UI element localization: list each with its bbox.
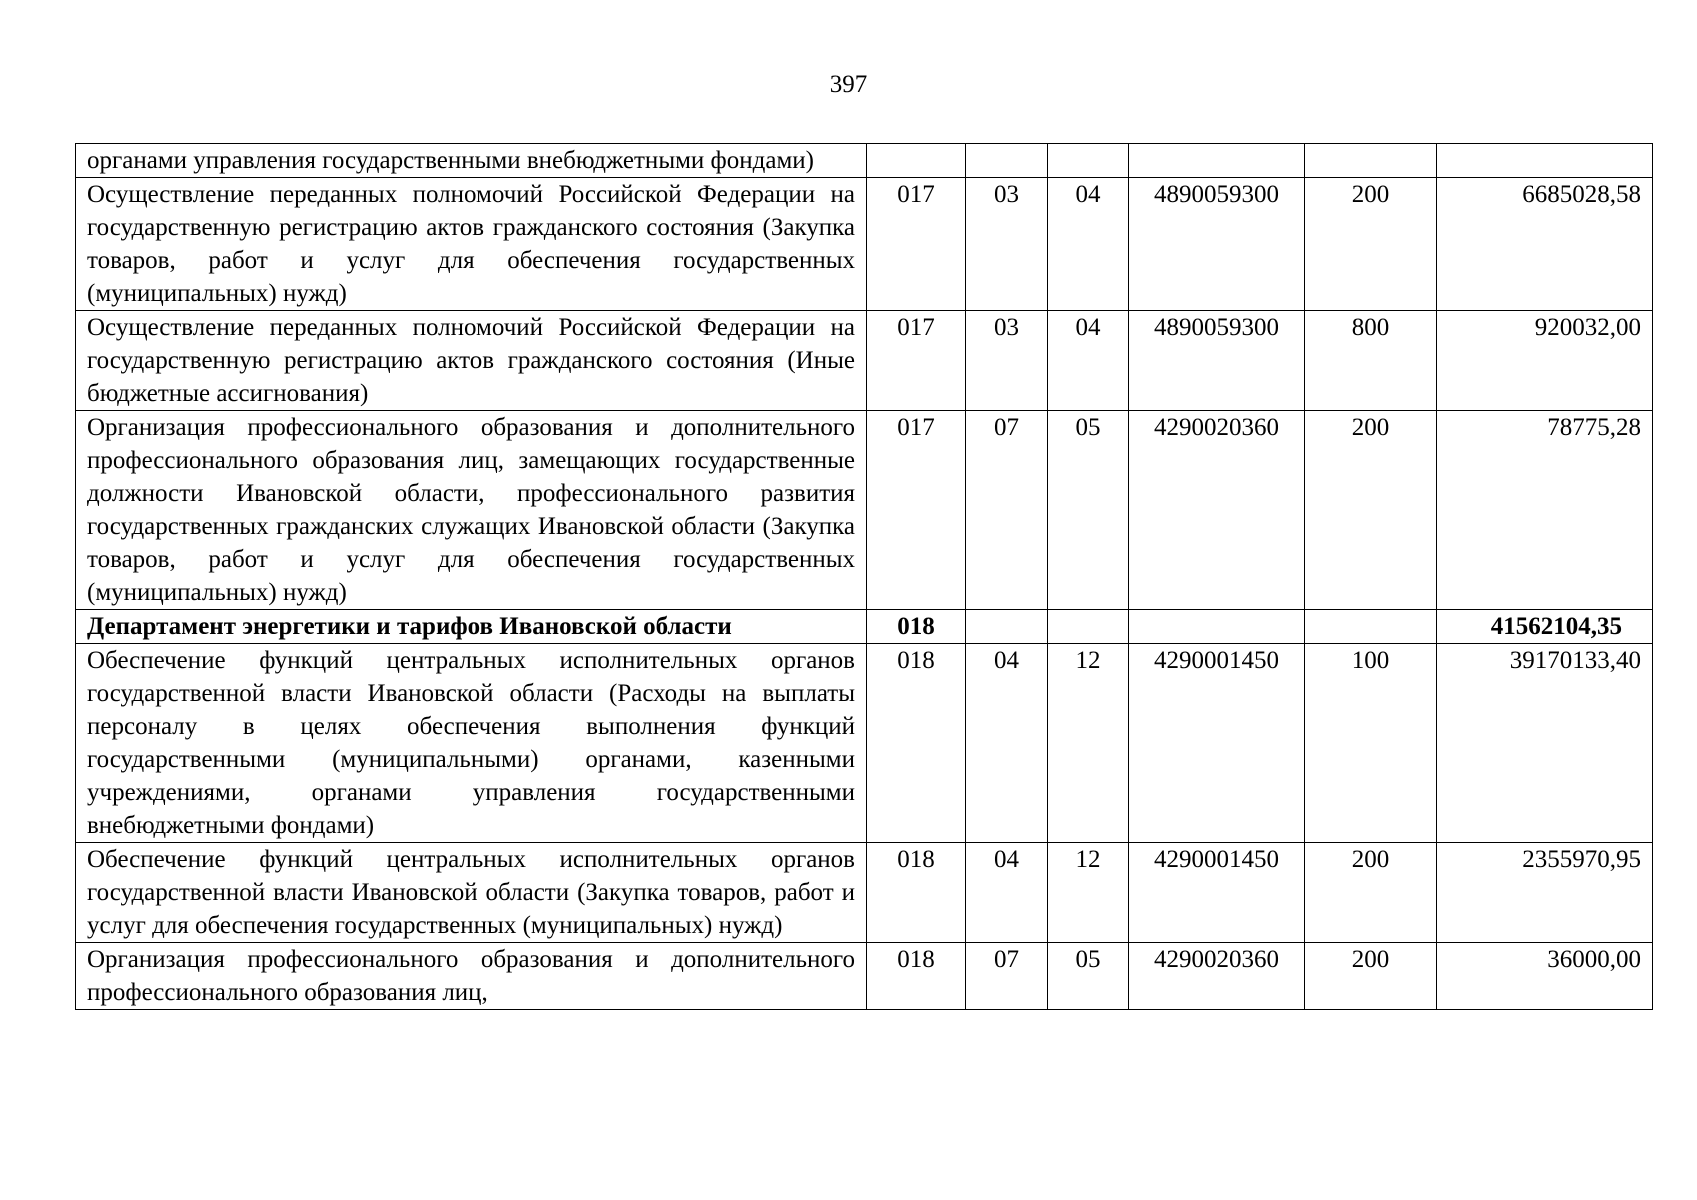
vr-cell: 800 xyxy=(1305,311,1437,411)
table-row xyxy=(76,411,1653,610)
ved-cell: 017 xyxy=(867,411,966,610)
rz-cell: 03 xyxy=(966,178,1048,311)
department-row xyxy=(76,610,1653,644)
ved-cell: 018 xyxy=(867,943,966,1010)
rz-cell xyxy=(966,610,1048,644)
ved-cell: 018 xyxy=(867,843,966,943)
vr-cell: 200 xyxy=(1305,178,1437,311)
pr-cell: 05 xyxy=(1048,943,1129,1010)
ved-cell: 018 xyxy=(867,644,966,843)
department-name-cell: Департамент энергетики и тарифов Ивановской области xyxy=(76,610,867,644)
pr-cell: 12 xyxy=(1048,843,1129,943)
sum-cell: 39170133,40 xyxy=(1437,644,1653,843)
row-name-cell: органами управления государственными внебюджетными фондами) xyxy=(76,144,867,178)
pr-cell: 05 xyxy=(1048,411,1129,610)
csr-cell: 4290020360 xyxy=(1129,411,1305,610)
csr-cell xyxy=(1129,144,1305,178)
ved-cell xyxy=(867,144,966,178)
vr-cell: 100 xyxy=(1305,644,1437,843)
vr-cell xyxy=(1305,144,1437,178)
table-row xyxy=(76,644,1653,843)
rz-cell: 07 xyxy=(966,943,1048,1010)
ved-cell: 017 xyxy=(867,311,966,411)
pr-cell: 04 xyxy=(1048,311,1129,411)
table-row xyxy=(76,178,1653,311)
sum-cell: 6685028,58 xyxy=(1437,178,1653,311)
table-row xyxy=(76,843,1653,943)
csr-cell: 4290001450 xyxy=(1129,644,1305,843)
sum-cell: 78775,28 xyxy=(1437,411,1653,610)
row-name-cell: Организация профессионального образования и дополнительного профессионального образования лиц, замещающих государственные должности Ивановской области, профессионального развития государственных гражданских служащих Ивановской области (Закупка товаров, работ и услуг для обеспечения государственных (муниципальных) нужд) xyxy=(76,411,867,610)
vr-cell xyxy=(1305,610,1437,644)
row-name-cell: Осуществление переданных полномочий Российской Федерации на государственную регистрацию актов гражданского состояния (Закупка товаров, работ и услуг для обеспечения государственных (муниципальных) нужд) xyxy=(76,178,867,311)
vr-cell: 200 xyxy=(1305,943,1437,1010)
rz-cell: 03 xyxy=(966,311,1048,411)
ved-cell: 017 xyxy=(867,178,966,311)
row-name-cell: Организация профессионального образования и дополнительного профессионального образования лиц, xyxy=(76,943,867,1010)
vr-cell: 200 xyxy=(1305,411,1437,610)
sum-cell xyxy=(1437,144,1653,178)
row-name-cell: Обеспечение функций центральных исполнительных органов государственной власти Ивановской области (Закупка товаров, работ и услуг для обеспечения государственных (муниципальных) нужд) xyxy=(76,843,867,943)
table-row xyxy=(76,943,1653,1010)
pr-cell xyxy=(1048,144,1129,178)
rz-cell xyxy=(966,144,1048,178)
row-name-cell: Обеспечение функций центральных исполнительных органов государственной власти Ивановской области (Расходы на выплаты персоналу в целях обеспечения выполнения функций государственными (муниципальными) органами, казенными учреждениями, органами управления государственными внебюджетными фондами) xyxy=(76,644,867,843)
department-total-cell: 41562104,35 xyxy=(1437,610,1653,644)
vr-cell: 200 xyxy=(1305,843,1437,943)
sum-cell: 920032,00 xyxy=(1437,311,1653,411)
row-name-cell: Осуществление переданных полномочий Российской Федерации на государственную регистрацию актов гражданского состояния (Иные бюджетные ассигнования) xyxy=(76,311,867,411)
pr-cell xyxy=(1048,610,1129,644)
pr-cell: 12 xyxy=(1048,644,1129,843)
csr-cell: 4890059300 xyxy=(1129,178,1305,311)
csr-cell xyxy=(1129,610,1305,644)
pr-cell: 04 xyxy=(1048,178,1129,311)
sum-cell: 2355970,95 xyxy=(1437,843,1653,943)
rz-cell: 07 xyxy=(966,411,1048,610)
table-row xyxy=(76,144,1653,178)
csr-cell: 4290001450 xyxy=(1129,843,1305,943)
sum-cell: 36000,00 xyxy=(1437,943,1653,1010)
ved-cell: 018 xyxy=(867,610,966,644)
page-number: 397 xyxy=(829,71,868,98)
csr-cell: 4290020360 xyxy=(1129,943,1305,1010)
budget-table xyxy=(75,143,1653,1010)
table-row xyxy=(76,311,1653,411)
csr-cell: 4890059300 xyxy=(1129,311,1305,411)
rz-cell: 04 xyxy=(966,843,1048,943)
rz-cell: 04 xyxy=(966,644,1048,843)
